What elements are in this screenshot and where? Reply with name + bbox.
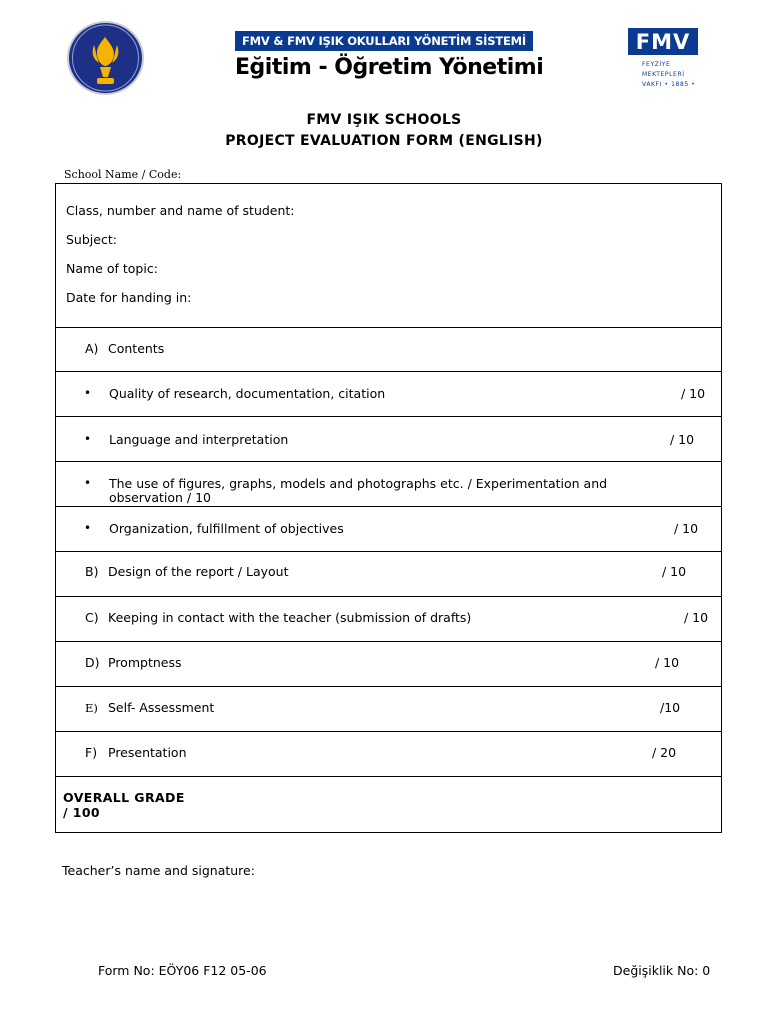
presentation-label: Presentation xyxy=(108,745,187,760)
row-divider xyxy=(56,551,721,552)
contact-label: Keeping in contact with the teacher (submission of drafts) xyxy=(108,610,472,625)
language-score: / 10 xyxy=(670,432,695,447)
teacher-signature-label: Teacher’s name and signature: xyxy=(62,863,255,878)
revision-number: Değişiklik No: 0 xyxy=(613,963,711,978)
row-divider xyxy=(56,731,721,732)
contact-score: / 10 xyxy=(684,610,709,625)
bullet: • xyxy=(84,476,92,490)
date-label: Date for handing in: xyxy=(66,290,192,305)
row-a-letter: A) xyxy=(85,341,99,356)
row-divider xyxy=(56,371,721,372)
row-c-letter: C) xyxy=(85,610,99,625)
school-seal xyxy=(69,23,142,93)
school-title: FMV IŞIK SCHOOLS xyxy=(306,112,462,128)
organization-score: / 10 xyxy=(674,521,699,536)
row-divider xyxy=(56,506,721,507)
figures-label-line1: The use of figures, graphs, models and photographs etc. / Experimentation and xyxy=(109,476,608,491)
subject-label: Subject: xyxy=(66,232,117,247)
form-title: PROJECT EVALUATION FORM (ENGLISH) xyxy=(225,133,543,149)
fmv-logo-line3: VAKFI • 1885 • xyxy=(642,81,696,88)
bullet: • xyxy=(84,386,92,400)
organization-label: Organization, fulfillment of objectives xyxy=(109,521,344,536)
row-a-label: Contents xyxy=(108,341,165,356)
system-title: Eğitim - Öğretim Yönetimi xyxy=(235,55,544,80)
topic-label: Name of topic: xyxy=(66,261,158,276)
row-divider xyxy=(56,596,721,597)
row-b-letter: B) xyxy=(85,564,99,579)
row-e-letter: E) xyxy=(85,701,98,715)
bullet: • xyxy=(84,432,92,446)
bullet: • xyxy=(84,521,92,535)
document-header xyxy=(0,0,768,100)
promptness-label: Promptness xyxy=(108,655,182,670)
school-name-label: School Name / Code: xyxy=(64,168,182,181)
row-divider xyxy=(56,641,721,642)
figures-label-line2: observation / 10 xyxy=(109,490,211,505)
row-d-letter: D) xyxy=(85,655,100,670)
torch-seal-icon xyxy=(69,23,142,93)
design-label: Design of the report / Layout xyxy=(108,564,289,579)
presentation-score: / 20 xyxy=(652,745,677,760)
row-divider xyxy=(56,776,721,777)
overall-grade-label: OVERALL GRADE xyxy=(63,790,185,805)
row-divider xyxy=(56,416,721,417)
language-label: Language and interpretation xyxy=(109,432,289,447)
system-banner: FMV & FMV IŞIK OKULLARI YÖNETİM SİSTEMİ xyxy=(235,31,533,51)
quality-research-label: Quality of research, documentation, citation xyxy=(109,386,386,401)
row-f-letter: F) xyxy=(85,745,98,760)
row-divider xyxy=(56,327,721,328)
promptness-score: / 10 xyxy=(655,655,680,670)
fmv-logo xyxy=(628,28,700,92)
evaluation-table xyxy=(55,183,722,833)
fmv-logo-line1: FEYZİYE xyxy=(642,61,671,68)
row-divider xyxy=(56,686,721,687)
self-assessment-score: /10 xyxy=(660,700,681,715)
form-number: Form No: EÖY06 F12 05-06 xyxy=(98,963,267,978)
fmv-logo-text: FMV xyxy=(628,28,698,55)
fmv-logo-line2: MEKTEPLERİ xyxy=(642,71,685,78)
quality-research-score: / 10 xyxy=(681,386,706,401)
design-score: / 10 xyxy=(662,564,687,579)
overall-grade-score: / 100 xyxy=(63,805,101,820)
row-divider xyxy=(56,461,721,462)
student-info-label: Class, number and name of student: xyxy=(66,203,295,218)
self-assessment-label: Self- Assessment xyxy=(108,700,215,715)
